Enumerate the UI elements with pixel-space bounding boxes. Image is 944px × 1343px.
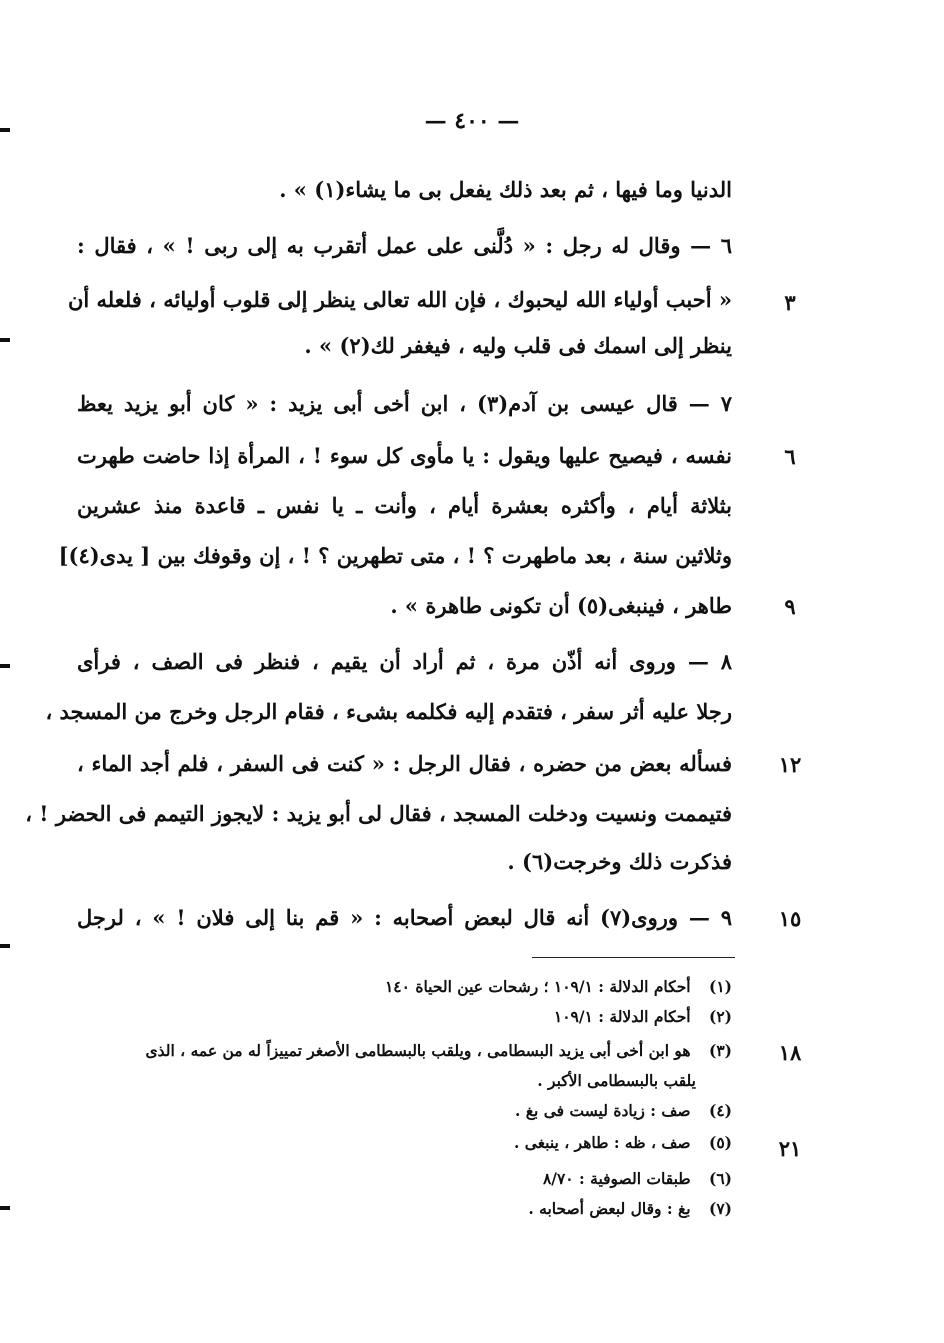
text-line: طاهر ، فينبغى(٥) أن تكونى طاهرة » .	[390, 593, 732, 618]
footnote-text: صف : زيادة ليست فى بغ .	[515, 1101, 691, 1120]
footnote-text: أحكام الدلالة : ١٠٩/١	[553, 1007, 691, 1026]
text-line: فتيممت ونسيت ودخلت المسجد ، فقال لى أبو يزيد : لايجوز التيمم فى الحضر ! ،	[25, 801, 732, 826]
footnote	[72, 1006, 732, 1028]
footnote-number: (٧)	[708, 1199, 732, 1218]
text-line: الدنيا وما فيها ، ثم بعد ذلك يفعل بى ما يشاء(١) » .	[279, 177, 732, 202]
footnote	[72, 1198, 732, 1220]
scan-edge-mark	[0, 1206, 10, 1210]
scan-edge-mark	[0, 944, 10, 948]
footnote	[72, 1040, 732, 1062]
text-line: ٧ — قال عيسى بن آدم(٣) ، ابن أخى أبى يزيد : « كان أبو يزيد يعظ	[77, 391, 732, 416]
text-line: نفسه ، فيصيح عليها ويقول : يا مأوى كل سوء ! ، المرأة إذا حاضت طهرت	[77, 443, 732, 468]
text-line: رجلا عليه أثر سفر ، فتقدم إليه فكلمه بشىء ، فقام الرجل وخرج من المسجد ،	[45, 699, 732, 724]
footnote	[72, 1168, 732, 1190]
text-line: ٦ — وقال له رجل : « دُلَّنى على عمل أتقرب به إلى ربى ! » ، فقال :	[77, 233, 732, 258]
text-line: ٩ — وروى(٧) أنه قال لبعض أصحابه : « قم بنا إلى فلان ! » ، لرجل	[77, 905, 732, 930]
scan-edge-mark	[0, 128, 10, 132]
footnote	[72, 1132, 732, 1154]
footnote-text: صف ، ظه : طاهر ، ينبغى .	[513, 1133, 691, 1152]
footnote-text: طبقات الصوفية : ٨/٧٠	[542, 1169, 691, 1188]
page-number: — ٤٠٠ —	[424, 108, 520, 134]
footnote-number: (٦)	[708, 1169, 732, 1188]
text-line: وثلاثين سنة ، بعد ماطهرت ؟ ! ، متى تطهرين ؟ ! ، إن وقوفك بين [ يدى(٤)]	[58, 543, 732, 568]
footnote-text: بغ : وقال لبعض أصحابه .	[528, 1199, 691, 1218]
footnote	[72, 1100, 732, 1122]
footnote-number: (٥)	[708, 1133, 732, 1152]
line-number: ١٨	[778, 1040, 802, 1065]
footnote	[72, 976, 732, 998]
scan-edge-mark	[0, 338, 10, 342]
footnote-text: أحكام الدلالة : ١٠٩/١ ؛ رشحات عين الحياة ١٤٠	[384, 977, 691, 996]
footnote-number: (٢)	[708, 1007, 732, 1026]
footnote-number: (١)	[708, 977, 732, 996]
text-line: بثلاثة أيام ، وأكثره بعشرة أيام ، وأنت ـ يا نفس ـ قاعدة منذ عشرين	[77, 493, 732, 518]
footnote-text: يلقب بالبسطامى الأكبر .	[537, 1071, 696, 1090]
line-number: ١٢	[778, 752, 802, 777]
text-line: فذكرت ذلك وخرجت(٦) .	[507, 849, 732, 874]
scan-edge-mark	[0, 664, 10, 668]
line-number: ٢١	[778, 1136, 802, 1161]
text-line: ٨ — وروى أنه أذّن مرة ، ثم أراد أن يقيم ، فنظر فى الصف ، فرأى	[77, 649, 732, 674]
footnote-number: (٤)	[708, 1101, 732, 1120]
line-number: ١٥	[778, 906, 802, 931]
line-number: ٣	[784, 290, 796, 315]
text-line: فسأله بعض من حضره ، فقال الرجل : « كنت فى السفر ، فلم أجد الماء ،	[77, 751, 732, 776]
footnote-continuation	[36, 1070, 696, 1092]
footnote-number: (٣)	[708, 1041, 732, 1060]
text-line: ينظر إلى اسمك فى قلب وليه ، فيغفر لك(٢) » .	[304, 333, 732, 358]
text-line: « أحبب أولياء الله ليحبوك ، فإن الله تعالى ينظر إلى قلوب أوليائه ، فلعله أن	[67, 287, 732, 312]
footnote-text: هو ابن أخى أبى يزيد البسطامى ، ويلقب بالبسطامى الأصغر تمييزاً له من عمه ، الذى	[145, 1041, 691, 1060]
footnote-separator	[532, 957, 735, 958]
line-number: ٦	[784, 444, 796, 469]
line-number: ٩	[784, 594, 796, 619]
